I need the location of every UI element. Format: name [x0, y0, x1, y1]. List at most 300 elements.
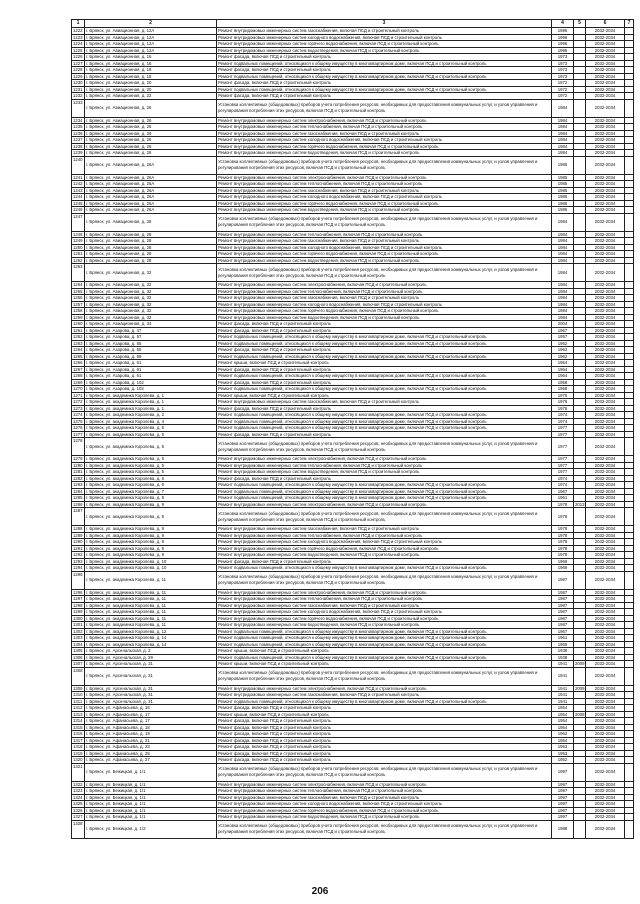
- work-type-cell: Ремонт подвальных помещений, относящихся к общему имуществу в многоквартирном доме, включая ПСД и строительный контроль: [217, 86, 552, 93]
- table-row: [72, 264, 634, 282]
- address-cell: г. Брянск, ул. Бежицкая, д. 1/1: [85, 788, 217, 795]
- work-type-cell: Установка коллективных (общедомовых) приборов учета потребления ресурсов, необходимых для предоставления коммунальных услуг, и узлов управления и регулирования потребления этих ресурсов, включая ПСД и строительный контроль: [217, 99, 552, 117]
- last-repair-year-cell: [574, 571, 586, 589]
- work-type-cell: Ремонт фасада, включая ПСД и строительный контроль: [217, 744, 552, 751]
- row-number: 1228: [73, 67, 83, 72]
- row-number: 1258: [73, 308, 83, 313]
- planned-period-cell: 2032-2034: [586, 282, 625, 289]
- build-year-cell: 1958: [552, 386, 574, 393]
- address-cell: г. Брянск, ул. Бежицкая, д. 1/1: [85, 814, 217, 821]
- address-cell: г. Брянск, ул. Азарова, д. 102: [85, 379, 217, 386]
- address-cell: г. Брянск, ул. академика Королева, д. 6: [85, 482, 217, 489]
- build-year-cell: 1973: [552, 67, 574, 74]
- row-number: 1262: [73, 334, 83, 339]
- build-year-cell: 1978: [552, 532, 574, 539]
- work-type-cell: Ремонт внутридомовых инженерных систем газоснабжения, включая ПСД и строительный контроль: [217, 28, 552, 35]
- planned-period-cell: 2032-2034: [586, 308, 625, 315]
- build-year-cell: 1973: [552, 73, 574, 80]
- planned-period-cell: 2032-2034: [586, 213, 625, 231]
- row-number: 1285: [73, 495, 83, 500]
- column-header: 3: [217, 20, 552, 28]
- last-repair-year-cell: 2009: [575, 685, 585, 691]
- row-number: 1265: [73, 353, 83, 359]
- row-number: 1254: [73, 282, 83, 287]
- planned-period-cell: 2032-2034: [586, 482, 625, 489]
- planned-period-cell: 2032-2034: [586, 737, 625, 744]
- row-number: 1308: [72, 667, 85, 685]
- build-year-cell: 1978: [552, 545, 574, 552]
- row-number: 1274: [73, 412, 83, 417]
- work-type-cell: Ремонт подвальных помещений, относящихся к общему имуществу в многоквартирном доме, включая ПСД и строительный контроль: [217, 386, 552, 393]
- planned-period-cell: 2032-2034: [586, 194, 625, 201]
- row-number: 1231: [73, 86, 83, 92]
- build-year-cell: 1941: [552, 685, 574, 692]
- address-cell: г. Брянск, ул. Афанасьева, д. 19: [85, 731, 217, 738]
- build-year-cell: 1984: [552, 308, 574, 315]
- row-number: 1315: [73, 724, 83, 730]
- work-type-cell: Ремонт внутридомовых инженерных систем теплоснабжения, включая ПСД и строительный контроль: [217, 124, 552, 131]
- address-cell: г. Брянск, ул. Азарова, д. 61: [85, 360, 217, 367]
- address-cell: г. Брянск, ул. Авиационная, д. 32: [85, 295, 217, 302]
- address-cell: г. Брянск, ул. Бежицкая, д. 1/2: [85, 820, 217, 838]
- planned-period-cell: 2032-2034: [586, 150, 625, 157]
- planned-period-cell: 2032-2034: [586, 156, 625, 174]
- address-cell: г. Брянск, ул. Афанасьева, д. 17: [85, 718, 217, 725]
- work-type-cell: Ремонт фасада, включая ПСД и строительный контроль: [217, 405, 552, 412]
- work-type-cell: Установка коллективных (общедомовых) приборов учета потребления ресурсов, необходимых для предоставления коммунальных услуг, и узлов управления и регулирования потребления этих ресурсов, включая ПСД и строительный контроль: [217, 264, 552, 282]
- address-cell: г. Брянск, ул. Авиационная, д. 28: [85, 257, 217, 264]
- planned-period-cell: 2032-2034: [586, 698, 625, 705]
- address-cell: г. Брянск, ул. академика Королева, д. 1: [85, 405, 217, 412]
- work-type-cell: Ремонт внутридомовых инженерных систем горячего водоснабжения, включая ПСД и строительный контроль: [217, 200, 552, 207]
- build-year-cell: 1973: [552, 54, 574, 61]
- row-number: 1283: [73, 482, 83, 487]
- work-type-cell: Ремонт внутридомовых инженерных систем газоснабжения, включая ПСД и строительный контроль: [217, 526, 552, 533]
- row-number: 1305: [73, 648, 83, 653]
- work-type-cell: Ремонт внутридомовых инженерных систем газоснабжения, включая ПСД и строительный контроль: [217, 794, 552, 801]
- repair-program-table: [71, 19, 634, 839]
- build-year-cell: 1984: [552, 257, 574, 264]
- work-type-cell: Ремонт подвальных помещений, относящихся к общему имуществу в многоквартирном доме, включая ПСД и строительный контроль: [217, 495, 552, 502]
- work-type-cell: Ремонт внутридомовых инженерных систем холодного водоснабжения, включая ПСД и строительный контроль: [217, 34, 552, 41]
- work-type-cell: Ремонт фасада, включая ПСД и строительный контроль: [217, 475, 552, 482]
- work-type-cell: Ремонт крыши, включая ПСД и строительный контроль: [217, 661, 552, 668]
- address-cell: г. Брянск, ул. Авиационная, д. 26: [85, 150, 217, 157]
- table-row: [72, 438, 634, 456]
- row-number: 1242: [73, 181, 83, 186]
- work-type-cell: Ремонт крыши, включая ПСД и строительный контроль: [217, 392, 552, 399]
- note-cell: [625, 763, 634, 781]
- address-cell: г. Брянск, ул. академика Королева, д. 11: [85, 589, 217, 596]
- build-year-cell: 1962: [552, 353, 574, 360]
- build-year-cell: 1984: [552, 137, 574, 144]
- planned-period-cell: 2032-2034: [586, 488, 625, 495]
- planned-period-cell: 2032-2034: [586, 565, 625, 572]
- last-repair-year-cell: [574, 156, 586, 174]
- build-year-cell: 1957: [552, 334, 574, 341]
- address-cell: г. Брянск, ул. академика Королева, д. 5: [85, 438, 217, 456]
- row-number: 1282: [73, 475, 83, 481]
- row-number: 1312: [73, 705, 83, 710]
- planned-period-cell: 2032-2034: [586, 628, 625, 635]
- planned-period-cell: 2032-2034: [586, 353, 625, 360]
- row-number: 1301: [73, 622, 83, 627]
- planned-period-cell: 2032-2034: [586, 301, 625, 308]
- row-number: 1241: [73, 174, 83, 180]
- address-cell: г. Брянск, ул. академика Королева, д. 1: [85, 399, 217, 406]
- build-year-cell: 1938: [552, 654, 574, 661]
- row-number: 1239: [73, 150, 83, 155]
- address-cell: г. Брянск, ул. Арсенальская, д. 29: [85, 654, 217, 661]
- address-cell: г. Брянск, ул. Азарова, д. 61: [85, 366, 217, 373]
- work-type-cell: Ремонт внутридомовых инженерных систем холодного водоснабжения, включая ПСД и строительный контроль: [217, 539, 552, 546]
- last-repair-year-cell: [574, 508, 586, 526]
- address-cell: г. Брянск, ул. Арсенальская, д. 31: [85, 667, 217, 685]
- row-number: 1269: [73, 379, 83, 385]
- row-number: 1257: [73, 301, 83, 307]
- table-row: [72, 571, 634, 589]
- build-year-cell: 1997: [552, 788, 574, 795]
- address-cell: г. Брянск, ул. Бежицкая, д. 1/1: [85, 801, 217, 808]
- build-year-cell: 1996: [552, 41, 574, 48]
- row-number: 1292: [73, 552, 83, 557]
- row-number: 1320: [73, 757, 83, 762]
- build-year-cell: 1941: [552, 698, 574, 705]
- table-row: [72, 820, 634, 838]
- last-repair-year-cell: 2008: [575, 711, 585, 717]
- row-number: 1314: [73, 718, 83, 723]
- work-type-cell: Ремонт внутридомовых инженерных систем теплоснабжения, включая ПСД и строительный контроль: [217, 181, 552, 188]
- note-cell: [625, 508, 634, 526]
- address-cell: г. Брянск, ул. Авиационная, д. 16: [85, 60, 217, 67]
- row-number: 1286: [73, 501, 83, 507]
- row-number: 1303: [73, 635, 83, 640]
- work-type-cell: Ремонт фасада, включая ПСД и строительный контроль: [217, 67, 552, 74]
- work-type-cell: Ремонт подвальных помещений, относящихся к общему имуществу в многоквартирном доме, включая ПСД и строительный контроль: [217, 425, 552, 432]
- work-type-cell: Ремонт внутридомовых инженерных систем электроснабжения, включая ПСД и строительный контроль: [217, 685, 552, 692]
- address-cell: г. Брянск, ул. Авиационная, д. 32: [85, 288, 217, 295]
- work-type-cell: Ремонт внутридомовых инженерных систем водоотведения, включая ПСД и строительный контроль: [217, 207, 552, 214]
- row-number: 1223: [73, 34, 83, 40]
- build-year-cell: 1954: [552, 718, 574, 725]
- planned-period-cell: 2032-2034: [586, 207, 625, 214]
- work-type-cell: Ремонт внутридомовых инженерных систем электроснабжения, включая ПСД и строительный контроль: [217, 781, 552, 788]
- planned-period-cell: 2032-2034: [586, 251, 625, 258]
- note-cell: [625, 438, 634, 456]
- build-year-cell: 2004: [552, 321, 574, 328]
- build-year-cell: 1985: [552, 174, 574, 181]
- column-header: 1: [72, 20, 85, 28]
- build-year-cell: 1988: [552, 820, 574, 838]
- build-year-cell: 1984: [552, 231, 574, 238]
- row-number: 1288: [73, 526, 83, 531]
- row-number: 1327: [73, 814, 83, 819]
- address-cell: г. Брянск, ул. академика Королева, д. 9: [85, 545, 217, 552]
- address-cell: г. Брянск, ул. Афанасьева, д. 21: [85, 737, 217, 744]
- planned-period-cell: 2032-2034: [586, 405, 625, 412]
- row-number: 1287: [72, 508, 85, 526]
- address-cell: г. Брянск, ул. академика Королева, д. 11: [85, 622, 217, 629]
- build-year-cell: 1984: [552, 213, 574, 231]
- work-type-cell: Ремонт фасада, включая ПСД и строительный контроль: [217, 93, 552, 100]
- work-type-cell: Ремонт внутридомовых инженерных систем электроснабжения, включая ПСД и строительный контроль: [217, 174, 552, 181]
- planned-period-cell: 2032-2034: [586, 67, 625, 74]
- row-number: 1234: [73, 117, 83, 123]
- planned-period-cell: 2032-2034: [586, 475, 625, 482]
- row-number: 1259: [73, 314, 83, 320]
- row-number: 1310: [73, 692, 83, 697]
- build-year-cell: 1997: [552, 781, 574, 788]
- row-number: 1229: [73, 73, 83, 79]
- build-year-cell: 1974: [552, 482, 574, 489]
- build-year-cell: 1976: [552, 405, 574, 412]
- work-type-cell: Установка коллективных (общедомовых) приборов учета потребления ресурсов, необходимых для предоставления коммунальных услуг, и узлов управления и регулирования потребления этих ресурсов, включая ПСД и строительный контроль: [217, 667, 552, 685]
- build-year-cell: 1985: [552, 200, 574, 207]
- row-number: 1326: [73, 807, 83, 813]
- planned-period-cell: 2032-2034: [586, 661, 625, 668]
- row-number: 1261: [73, 327, 83, 333]
- planned-period-cell: 2032-2034: [586, 615, 625, 622]
- last-repair-year-cell: [574, 667, 586, 685]
- build-year-cell: 1985: [552, 194, 574, 201]
- build-year-cell: 1962: [552, 347, 574, 354]
- address-cell: г. Брянск, ул. Афанасьева, д. 18: [85, 724, 217, 731]
- planned-period-cell: 2032-2034: [586, 124, 625, 131]
- work-type-cell: Ремонт фасада, включая ПСД и строительный контроль: [217, 366, 552, 373]
- address-cell: г. Брянск, ул. академика Королева, д. 5: [85, 456, 217, 463]
- last-repair-year-cell: 2013: [575, 501, 585, 507]
- address-cell: г. Брянск, ул. академика Королева, д. 5: [85, 431, 217, 438]
- work-type-cell: Ремонт подвальных помещений, относящихся к общему имуществу в многоквартирном доме, включая ПСД и строительный контроль: [217, 565, 552, 572]
- row-number: 1275: [73, 418, 83, 424]
- work-type-cell: Ремонт крыши, включая ПСД и строительный контроль: [217, 711, 552, 718]
- work-type-cell: Ремонт внутридомовых инженерных систем газоснабжения, включая ПСД и строительный контроль: [217, 238, 552, 245]
- build-year-cell: 1987: [552, 609, 574, 616]
- table-header-row: [72, 20, 634, 28]
- build-year-cell: 1987: [552, 615, 574, 622]
- row-number: 1307: [73, 661, 83, 666]
- build-year-cell: 1977: [552, 431, 574, 438]
- planned-period-cell: 2032-2034: [586, 340, 625, 347]
- planned-period-cell: 2032-2034: [586, 589, 625, 596]
- address-cell: г. Брянск, ул. академика Королева, д. 9: [85, 552, 217, 559]
- address-cell: г. Брянск, ул. Азарова, д. 47: [85, 327, 217, 334]
- work-type-cell: Ремонт внутридомовых инженерных систем газоснабжения, включая ПСД и строительный контроль: [217, 295, 552, 302]
- planned-period-cell: 2032-2034: [586, 788, 625, 795]
- planned-period-cell: 2032-2034: [586, 552, 625, 559]
- work-type-cell: Ремонт внутридомовых инженерных систем теплоснабжения, включая ПСД и строительный контроль: [217, 532, 552, 539]
- work-type-cell: Ремонт подвальных помещений, относящихся к общему имуществу в многоквартирном доме, включая ПСД и строительный контроль: [217, 73, 552, 80]
- planned-period-cell: 2032-2034: [586, 321, 625, 328]
- address-cell: г. Брянск, ул. академика Королева, д. 7: [85, 488, 217, 495]
- work-type-cell: Ремонт фасада, включая ПСД и строительный контроль: [217, 737, 552, 744]
- address-cell: г. Брянск, ул. Авиационная, д. 26: [85, 117, 217, 124]
- planned-period-cell: 2032-2034: [586, 80, 625, 87]
- build-year-cell: 1952: [552, 757, 574, 764]
- planned-period-cell: 2032-2034: [586, 418, 625, 425]
- planned-period-cell: 2032-2034: [586, 295, 625, 302]
- address-cell: г. Брянск, ул. Арсенальская, д. 31: [85, 685, 217, 692]
- note-cell: [625, 571, 634, 589]
- build-year-cell: 1987: [552, 596, 574, 603]
- row-number: 1267: [73, 366, 83, 372]
- work-type-cell: Установка коллективных (общедомовых) приборов учета потребления ресурсов, необходимых для предоставления коммунальных услуг, и узлов управления и регулирования потребления этих ресурсов, включая ПСД и строительный контроль: [217, 820, 552, 838]
- build-year-cell: 1977: [552, 469, 574, 476]
- address-cell: г. Брянск, ул. Авиационная, д. 12А: [85, 41, 217, 48]
- note-cell: [625, 820, 634, 838]
- build-year-cell: 1984: [552, 282, 574, 289]
- planned-period-cell: 2032-2034: [586, 685, 625, 692]
- planned-period-cell: 2032-2034: [586, 654, 625, 661]
- planned-period-cell: 2032-2034: [586, 28, 625, 35]
- address-cell: г. Брянск, ул. академика Королева, д. 9: [85, 526, 217, 533]
- last-repair-year-cell: 2009: [575, 661, 585, 666]
- planned-period-cell: 2032-2034: [586, 596, 625, 603]
- work-type-cell: Ремонт внутридомовых инженерных систем электроснабжения, включая ПСД и строительный контроль: [217, 589, 552, 596]
- address-cell: г. Брянск, ул. Авиационная, д. 28: [85, 231, 217, 238]
- address-cell: г. Брянск, ул. академика Королева, д. 11: [85, 615, 217, 622]
- build-year-cell: 1996: [552, 34, 574, 41]
- build-year-cell: 1985: [552, 187, 574, 194]
- address-cell: г. Брянск, ул. Авиационная, д. 28: [85, 238, 217, 245]
- build-year-cell: 1974: [552, 418, 574, 425]
- address-cell: г. Брянск, ул. академика Королева, д. 11: [85, 571, 217, 589]
- work-type-cell: Ремонт фасада, включая ПСД и строительный контроль: [217, 724, 552, 731]
- build-year-cell: 1985: [552, 207, 574, 214]
- build-year-cell: 1964: [552, 366, 574, 373]
- address-cell: г. Брянск, ул. Авиационная, д. 28: [85, 213, 217, 231]
- address-cell: г. Брянск, ул. Азарова, д. 55: [85, 340, 217, 347]
- address-cell: г. Брянск, ул. Авиационная, д. 32: [85, 301, 217, 308]
- row-number: 1270: [73, 386, 83, 391]
- row-number: 1260: [73, 321, 83, 326]
- row-number: 1317: [73, 737, 83, 743]
- planned-period-cell: 2032-2034: [586, 469, 625, 476]
- work-type-cell: Ремонт внутридомовых инженерных систем газоснабжения, включая ПСД и строительный контроль: [217, 602, 552, 609]
- work-type-cell: Ремонт внутридомовых инженерных систем холодного водоснабжения, включая ПСД и строительный контроль: [217, 609, 552, 616]
- address-cell: г. Брянск, ул. Авиационная, д. 18: [85, 67, 217, 74]
- planned-period-cell: 2032-2034: [586, 117, 625, 124]
- work-type-cell: Ремонт внутридомовых инженерных систем горячего водоснабжения, включая ПСД и строительный контроль: [217, 308, 552, 315]
- address-cell: г. Брянск, ул. Бежицкая, д. 1/1: [85, 794, 217, 801]
- build-year-cell: 1987: [552, 622, 574, 629]
- row-number: 1278: [72, 438, 85, 456]
- planned-period-cell: 2032-2034: [586, 622, 625, 629]
- row-number: 1298: [73, 602, 83, 608]
- planned-period-cell: 2032-2034: [586, 456, 625, 463]
- row-number: 1236: [73, 130, 83, 136]
- address-cell: г. Брянск, ул. Авиационная, д. 26: [85, 137, 217, 144]
- row-number: 1318: [73, 744, 83, 749]
- work-type-cell: Ремонт внутридомовых инженерных систем холодного водоснабжения, включая ПСД и строительный контроль: [217, 301, 552, 308]
- build-year-cell: 1997: [552, 807, 574, 814]
- build-year-cell: 1954: [552, 705, 574, 712]
- work-type-cell: Ремонт фасада, включая ПСД и строительный контроль: [217, 431, 552, 438]
- build-year-cell: 1984: [552, 244, 574, 251]
- row-number: 1225: [73, 47, 83, 53]
- planned-period-cell: 2032-2034: [586, 174, 625, 181]
- work-type-cell: Ремонт подвальных помещений, относящихся к общему имуществу в многоквартирном доме, включая ПСД и строительный контроль: [217, 412, 552, 419]
- work-type-cell: Ремонт фасада, включая ПСД и строительный контроль: [217, 757, 552, 764]
- planned-period-cell: 2032-2034: [586, 360, 625, 367]
- address-cell: г. Брянск, ул. академика Королева, д. 14: [85, 641, 217, 648]
- address-cell: г. Брянск, ул. академика Королева, д. 11: [85, 602, 217, 609]
- row-number: 1255: [73, 288, 83, 294]
- planned-period-cell: 2032-2034: [586, 187, 625, 194]
- row-number: 1227: [73, 60, 83, 66]
- planned-period-cell: 2032-2034: [586, 366, 625, 373]
- address-cell: г. Брянск, ул. Бежицкая, д. 1/1: [85, 807, 217, 814]
- row-number: 1230: [73, 80, 83, 85]
- build-year-cell: 1984: [552, 301, 574, 308]
- planned-period-cell: 2032-2034: [586, 386, 625, 393]
- build-year-cell: 1973: [552, 60, 574, 67]
- planned-period-cell: 2032-2034: [586, 667, 625, 685]
- address-cell: г. Брянск, ул. Авиационная, д. 18: [85, 73, 217, 80]
- work-type-cell: Ремонт фасада, включая ПСД и строительный контроль: [217, 705, 552, 712]
- address-cell: г. Брянск, ул. Авиационная, д. 28: [85, 251, 217, 258]
- address-cell: г. Брянск, ул. академика Королева, д. 8: [85, 495, 217, 502]
- planned-period-cell: 2032-2034: [586, 814, 625, 821]
- build-year-cell: 1964: [552, 373, 574, 380]
- build-year-cell: 1997: [552, 763, 574, 781]
- planned-period-cell: 2032-2034: [586, 399, 625, 406]
- work-type-cell: Ремонт внутридомовых инженерных систем горячего водоснабжения, включая ПСД и строительный контроль: [217, 41, 552, 48]
- address-cell: г. Брянск, ул. Авиационная, д. 26А: [85, 194, 217, 201]
- work-type-cell: Установка коллективных (общедомовых) приборов учета потребления ресурсов, необходимых для предоставления коммунальных услуг, и узлов управления и регулирования потребления этих ресурсов, включая ПСД и строительный контроль: [217, 508, 552, 526]
- document-page: [71, 19, 633, 839]
- row-number: 1280: [73, 462, 83, 468]
- row-number: 1246: [73, 207, 83, 212]
- planned-period-cell: 2032-2034: [586, 34, 625, 41]
- row-number: 1250: [73, 244, 83, 250]
- row-number: 1322: [73, 781, 83, 787]
- column-header: 4: [552, 20, 574, 28]
- work-type-cell: Ремонт подвальных помещений, относящихся к общему имуществу в многоквартирном доме, включая ПСД и строительный контроль: [217, 628, 552, 635]
- build-year-cell: 1984: [552, 150, 574, 157]
- work-type-cell: Ремонт фасада, включая ПСД и строительный контроль: [217, 54, 552, 61]
- row-number: 1328: [72, 820, 85, 838]
- work-type-cell: Ремонт крыши, включая ПСД и строительный контроль: [217, 360, 552, 367]
- work-type-cell: Ремонт внутридомовых инженерных систем холодного водоснабжения, включая ПСД и строительный контроль: [217, 244, 552, 251]
- planned-period-cell: 2032-2034: [586, 288, 625, 295]
- build-year-cell: 1976: [552, 392, 574, 399]
- build-year-cell: 1997: [552, 814, 574, 821]
- planned-period-cell: 2032-2034: [586, 60, 625, 67]
- planned-period-cell: 2032-2034: [586, 635, 625, 642]
- row-number: 1266: [73, 360, 83, 365]
- address-cell: г. Брянск, ул. Афанасьева, д. 23: [85, 744, 217, 751]
- work-type-cell: Ремонт внутридомовых инженерных систем газоснабжения, включая ПСД и строительный контроль: [217, 692, 552, 699]
- build-year-cell: 1996: [552, 28, 574, 35]
- work-type-cell: Ремонт внутридомовых инженерных систем водоотведения, включая ПСД и строительный контроль: [217, 150, 552, 157]
- work-type-cell: Ремонт фасада, включая ПСД и строительный контроль: [217, 731, 552, 738]
- address-cell: г. Брянск, ул. Авиационная, д. 32: [85, 308, 217, 315]
- build-year-cell: 1977: [552, 456, 574, 463]
- build-year-cell: 1996: [552, 47, 574, 54]
- address-cell: г. Брянск, ул. Афанасьева, д. 27: [85, 757, 217, 764]
- build-year-cell: 1967: [552, 628, 574, 635]
- row-number: 1296: [73, 589, 83, 595]
- work-type-cell: Ремонт внутридомовых инженерных систем теплоснабжения, включая ПСД и строительный контроль: [217, 231, 552, 238]
- last-repair-year-cell: [574, 213, 586, 231]
- build-year-cell: 1958: [552, 379, 574, 386]
- row-number: 1237: [73, 137, 83, 142]
- build-year-cell: 1984: [552, 143, 574, 150]
- planned-period-cell: 2032-2034: [586, 47, 625, 54]
- row-number: 1240: [72, 156, 85, 174]
- work-type-cell: Ремонт внутридомовых инженерных систем газоснабжения, включая ПСД и строительный контроль: [217, 130, 552, 137]
